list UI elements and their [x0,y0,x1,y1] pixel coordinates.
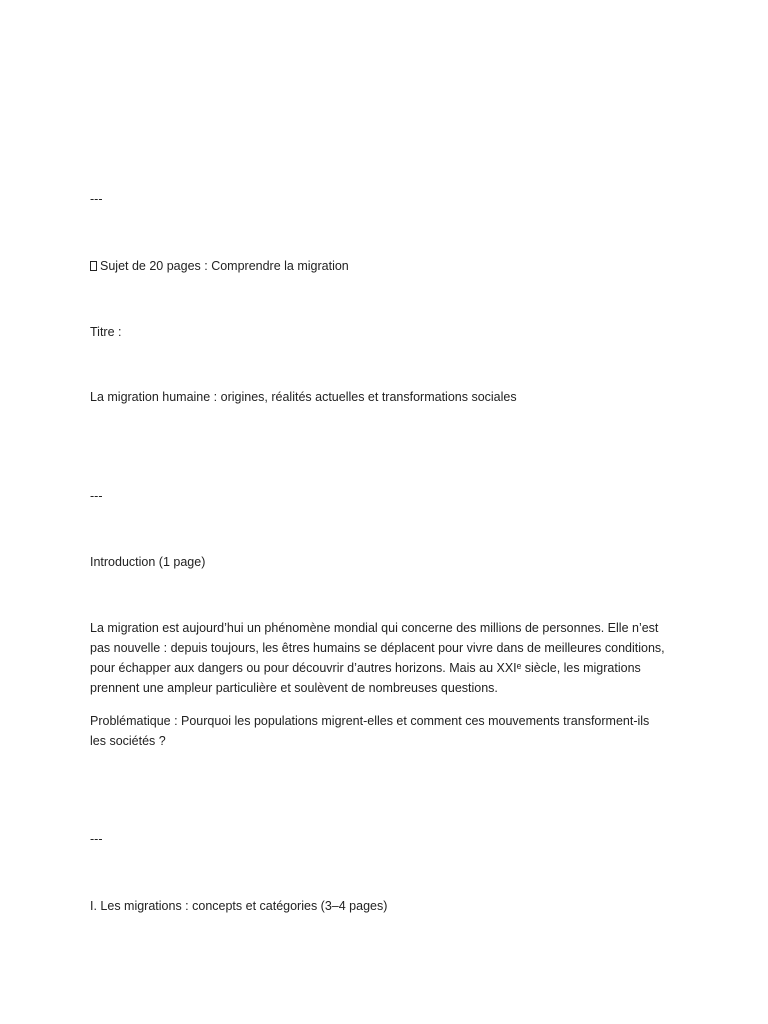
missing-glyph-icon [90,261,97,271]
paragraph-line: les sociétés ? [90,734,166,748]
problematique-paragraph [90,711,690,751]
separator: --- [90,192,103,206]
paragraph-line: pour échapper aux dangers ou pour découvrir d’autres horizons. Mais au XXIᵉ siècle, les migrations [90,661,641,675]
titre-label: Titre : [90,325,122,339]
paragraph-line: La migration est aujourd’hui un phénomène mondial qui concerne des millions de personnes. Elle n’est [90,621,659,635]
document-title: La migration humaine : origines, réalités actuelles et transformations sociales [90,390,517,404]
separator: --- [90,832,103,846]
intro-heading: Introduction (1 page) [90,555,206,569]
paragraph-line: Problématique : Pourquoi les populations migrent-elles et comment ces mouvements transforment-ils [90,714,650,728]
section-heading: I. Les migrations : concepts et catégories (3–4 pages) [90,899,388,913]
intro-paragraph [90,618,690,698]
paragraph-line: pas nouvelle : depuis toujours, les êtres humains se déplacent pour vivre dans de meilleures conditions, [90,641,665,655]
subject-line [90,256,690,276]
paragraph-line: prennent une ampleur particulière et soulèvent de nombreuses questions. [90,681,498,695]
subject-text: Sujet de 20 pages : Comprendre la migration [100,259,349,273]
separator: --- [90,489,103,503]
